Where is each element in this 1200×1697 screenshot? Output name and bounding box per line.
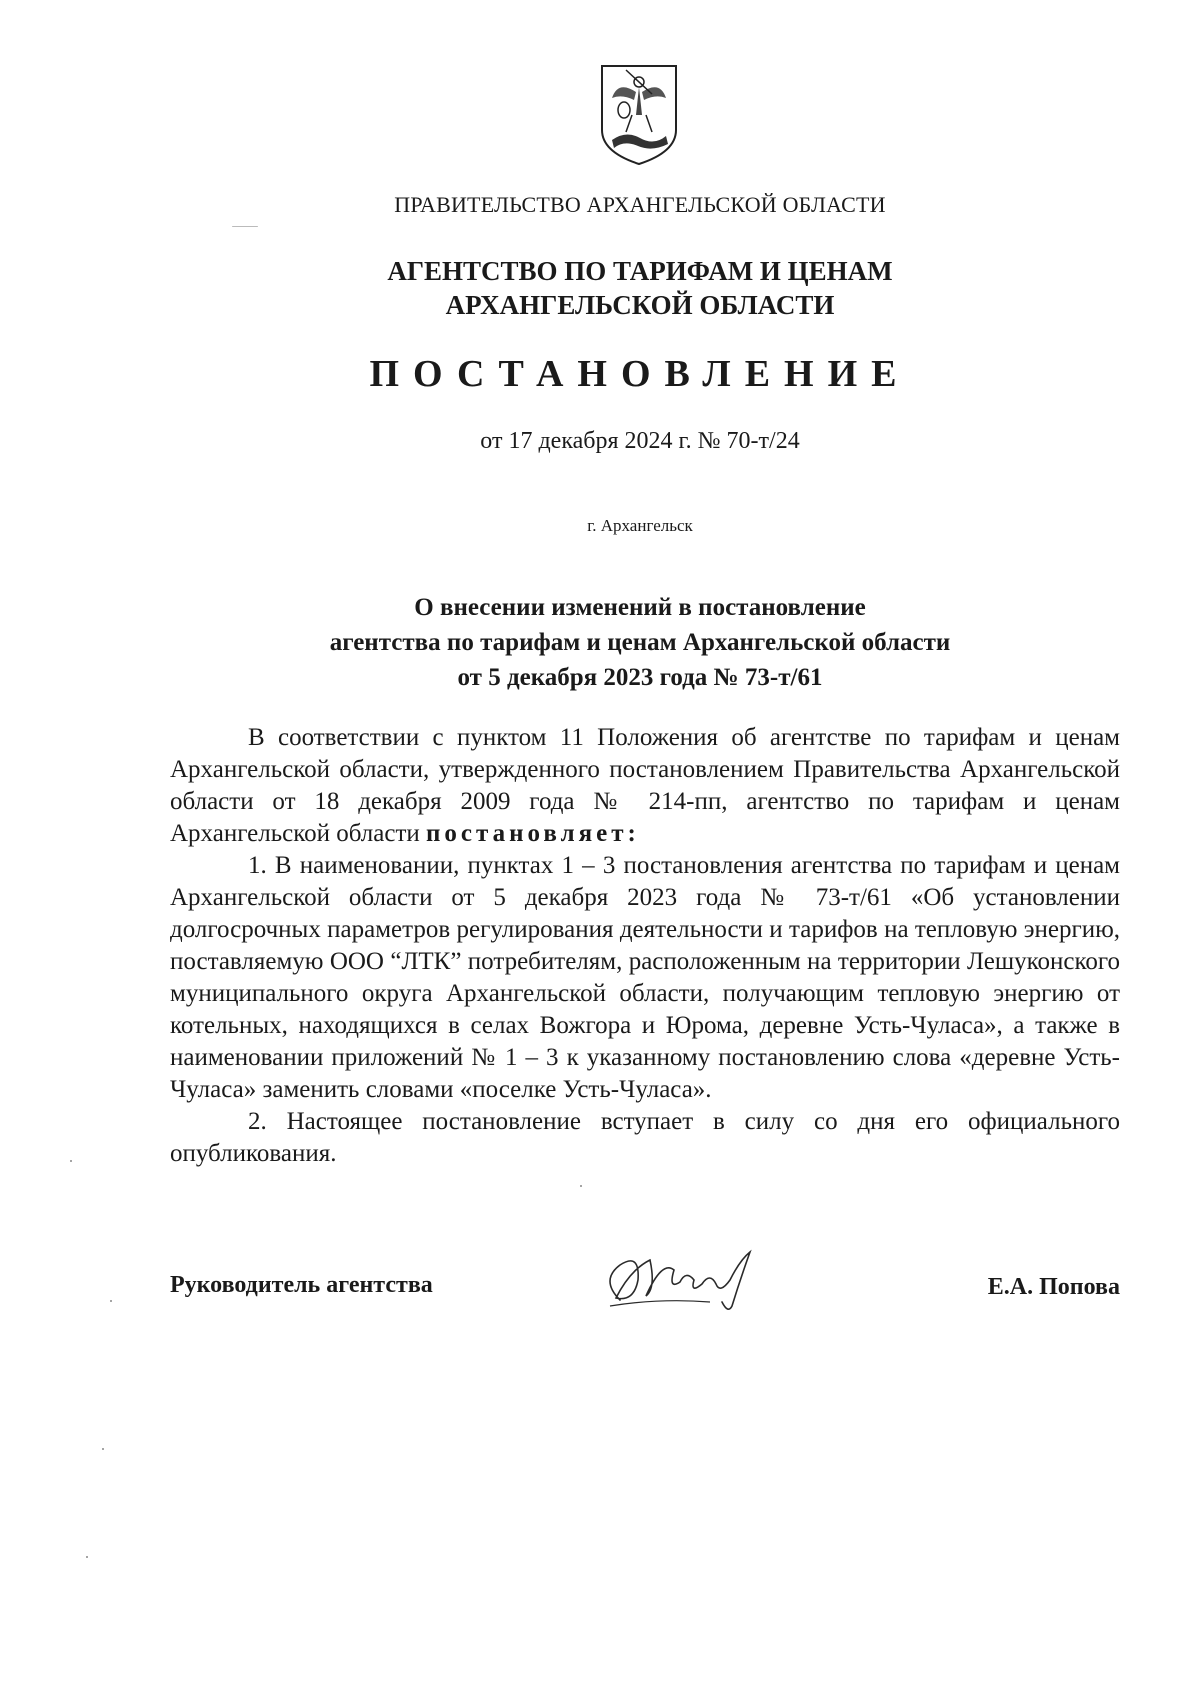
item-2-paragraph: 2. Настоящее постановление вступает в силу со дня его официального опубликования. bbox=[170, 1108, 1120, 1167]
scan-speck bbox=[70, 1160, 72, 1162]
document-city: г. Архангельск bbox=[587, 516, 693, 535]
subject-line3: от 5 декабря 2023 года № 73-т/61 bbox=[457, 664, 823, 691]
scan-speck bbox=[110, 1300, 112, 1302]
agency-title-line2: АРХАНГЕЛЬСКОЙ ОБЛАСТИ bbox=[445, 290, 835, 320]
signature-block bbox=[170, 1252, 1120, 1332]
item-1-paragraph: 1. В наименовании, пунктах 1 – 3 постановления агентства по тарифам и ценам Архангельской области от 5 декабря 2023 года № 73-т/61 «Об установлении долгосрочных параметров регулирования деятельности и тарифов на тепловую энергию, поставляемую ООО “ЛТК” потребителям, расположенным на территории Лешуконского муниципального округа Архангельской области, получающим тепловую энергию от котельных, находящихся в селах Вожгора и Юрома, деревне Усть-Чуласа», а также в наименовании приложений № 1 – 3 к указанному постановлению слова «деревне Усть-Чуласа» заменить словами «поселке Усть-Чуласа». bbox=[170, 852, 1120, 1103]
scan-speck bbox=[580, 1185, 582, 1187]
document-body bbox=[170, 722, 1120, 1170]
subject-line2: агентства по тарифам и ценам Архангельской области bbox=[329, 629, 951, 656]
signatory-title: Руководитель агентства bbox=[170, 1272, 433, 1298]
document-type: ПОСТАНОВЛЕНИЕ bbox=[369, 353, 911, 395]
scan-speck bbox=[232, 226, 258, 227]
scan-speck bbox=[86, 1556, 88, 1558]
agency-title bbox=[0, 254, 1200, 322]
handwritten-signature-icon bbox=[590, 1240, 770, 1320]
document-subject bbox=[0, 590, 1200, 695]
agency-title-line1: АГЕНТСТВО ПО ТАРИФАМ И ЦЕНАМ bbox=[387, 256, 893, 286]
subject-line1: О внесении изменений в постановление bbox=[414, 594, 866, 621]
signatory-name: Е.А. Попова bbox=[987, 1274, 1120, 1300]
decree-word: постановляет: bbox=[426, 820, 640, 847]
scan-speck bbox=[102, 1448, 104, 1450]
coat-of-arms-icon bbox=[596, 60, 682, 168]
government-title: ПРАВИТЕЛЬСТВО АРХАНГЕЛЬСКОЙ ОБЛАСТИ bbox=[394, 192, 886, 217]
preamble-paragraph bbox=[170, 722, 1120, 850]
document-date-number: от 17 декабря 2024 г. № 70-т/24 bbox=[480, 428, 800, 454]
preamble-text: В соответствии с пунктом 11 Положения об агентстве по тарифам и ценам Архангельской области, утвержденного постановлением Правительства Архангельской области от 18 декабря 2009 года № 214-пп, агентство по тарифам и ценам Архангельской области bbox=[170, 724, 1120, 847]
